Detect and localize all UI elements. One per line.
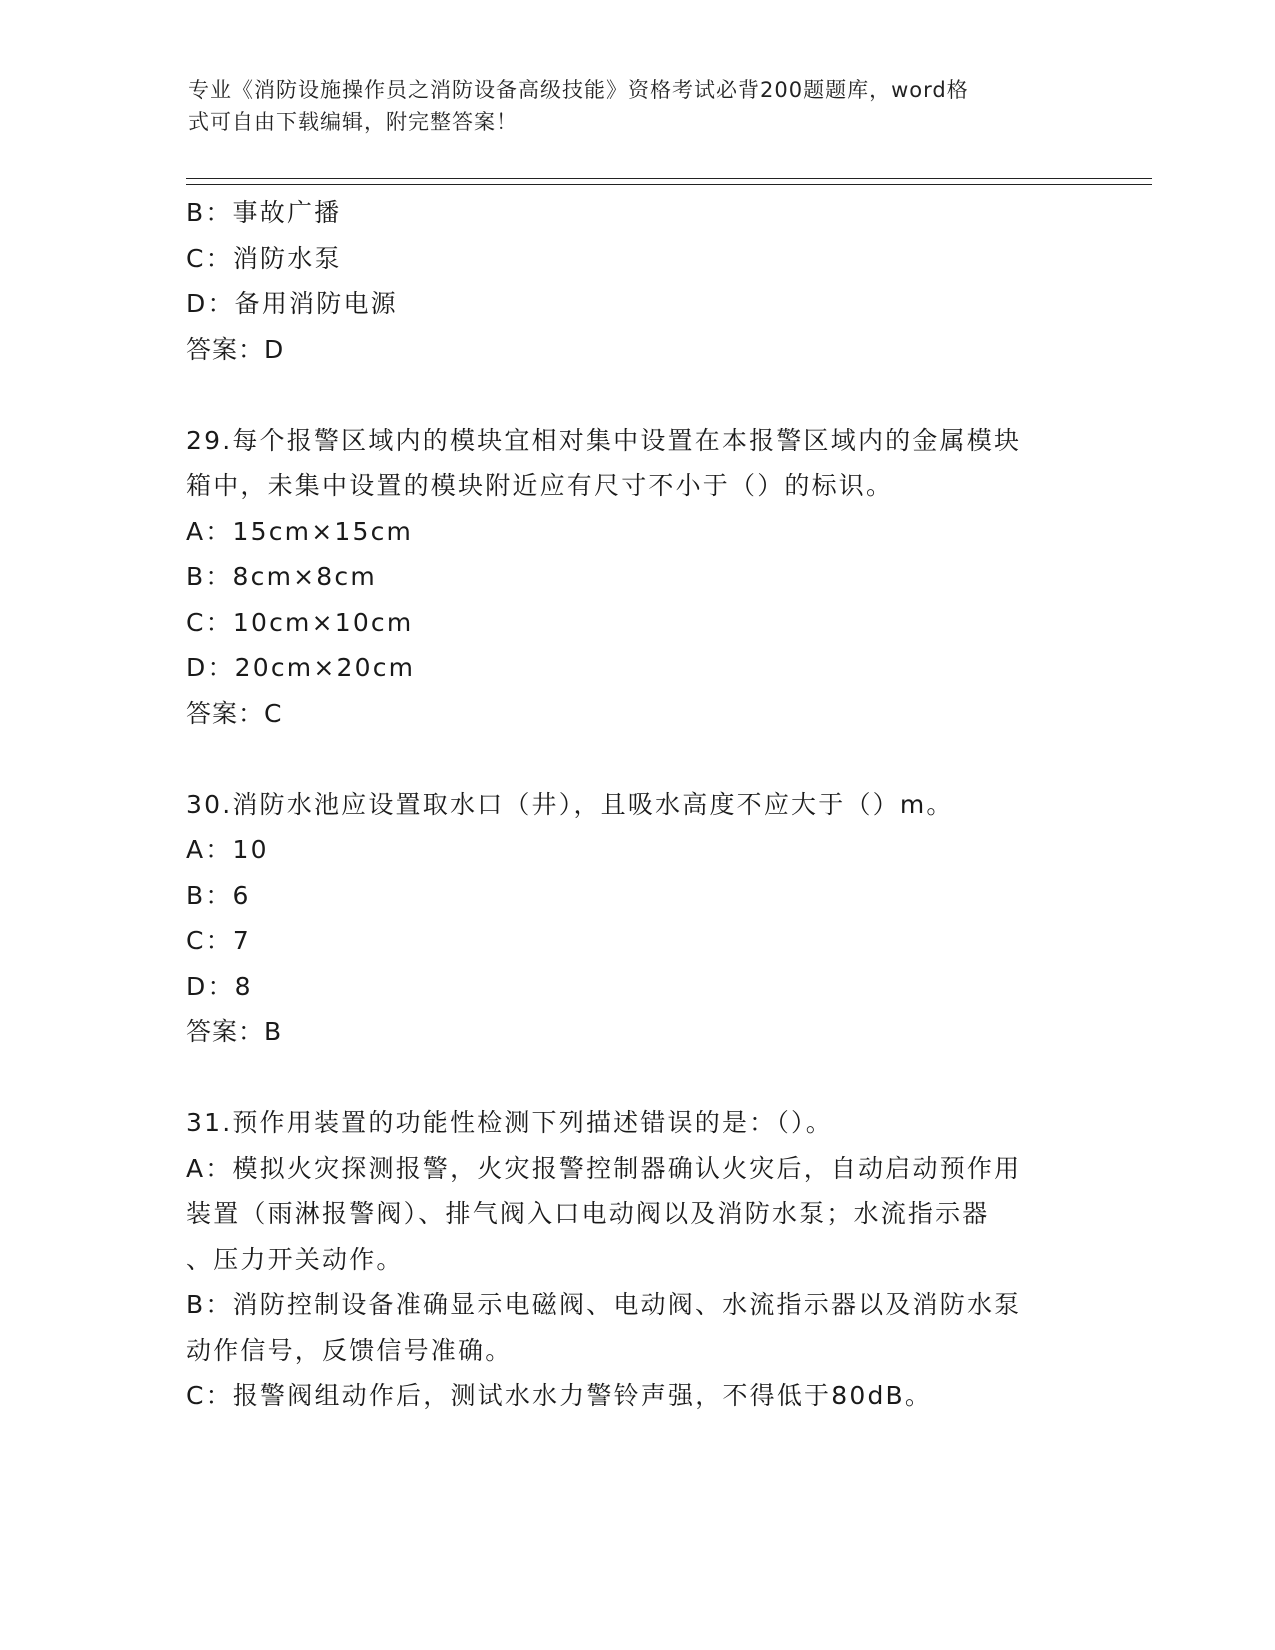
- header-line-2: 式可自由下载编辑，附完整答案！: [188, 110, 518, 134]
- option-d: D：备用消防电源: [186, 289, 398, 318]
- spacer: [186, 372, 1086, 418]
- option-b: [186, 1282, 1086, 1373]
- option-text: D：8: [186, 971, 253, 1001]
- option-text: 动作信号，反馈信号准确。: [186, 1335, 513, 1365]
- question-stem-line: 30.消防水池应设置取水口（井），且吸水高度不应大于（）m。: [186, 789, 954, 819]
- header-divider: [186, 178, 1152, 185]
- option-c: [186, 1373, 1086, 1419]
- option-c: [186, 600, 1086, 646]
- option-text: A：10: [186, 835, 269, 864]
- option-text: A：模拟火灾探测报警，火灾报警控制器确认火灾后，自动启动预作用: [186, 1153, 1022, 1183]
- option-text: B：6: [186, 880, 251, 910]
- option-c: C：消防水泵: [186, 243, 342, 273]
- option-a: [186, 1146, 1086, 1283]
- question-stem-line: 箱中，未集中设置的模块附近应有尺寸不小于（）的标识。: [186, 471, 894, 500]
- question-stem-line: 29.每个报警区域内的模块宜相对集中设置在本报警区域内的金属模块: [186, 425, 1022, 455]
- question-28-continued: [186, 190, 1086, 372]
- option-text: B：8cm×8cm: [186, 562, 377, 591]
- option-a: [186, 509, 1086, 555]
- question-30: [186, 782, 1086, 1055]
- answer-line: 答案：D: [186, 334, 285, 364]
- document-body: [186, 190, 1086, 1419]
- option-text: B：消防控制设备准确显示电磁阀、电动阀、水流指示器以及消防水泵: [186, 1290, 1022, 1319]
- answer-line: 答案：B: [186, 1017, 283, 1046]
- spacer: [186, 1055, 1086, 1101]
- option-text: A：15cm×15cm: [186, 516, 414, 546]
- option-text: 、压力开关动作。: [186, 1244, 404, 1274]
- option-b: [186, 554, 1086, 600]
- header-line-1: 专业《消防设施操作员之消防设备高级技能》资格考试必背200题题库，word格: [188, 78, 969, 102]
- option-text: C：报警阀组动作后，测试水水力警铃声强，不得低于80dB。: [186, 1381, 933, 1410]
- option-text: C：7: [186, 926, 251, 955]
- spacer: [186, 736, 1086, 782]
- option-d: [186, 645, 1086, 691]
- option-d: [186, 964, 1086, 1010]
- question-29: [186, 418, 1086, 737]
- option-text: D：20cm×20cm: [186, 653, 416, 682]
- option-text: C：10cm×10cm: [186, 607, 414, 637]
- option-b: [186, 873, 1086, 919]
- option-a: [186, 827, 1086, 873]
- answer-line: 答案：C: [186, 698, 283, 728]
- question-31: [186, 1100, 1086, 1419]
- option-b: B：事故广播: [186, 198, 342, 227]
- option-text: 装置（雨淋报警阀）、排气阀入口电动阀以及消防水泵；水流指示器: [186, 1199, 990, 1228]
- question-stem-line: 31.预作用装置的功能性检测下列描述错误的是：（）。: [186, 1108, 833, 1137]
- option-c: [186, 918, 1086, 964]
- page-header: [188, 74, 1068, 138]
